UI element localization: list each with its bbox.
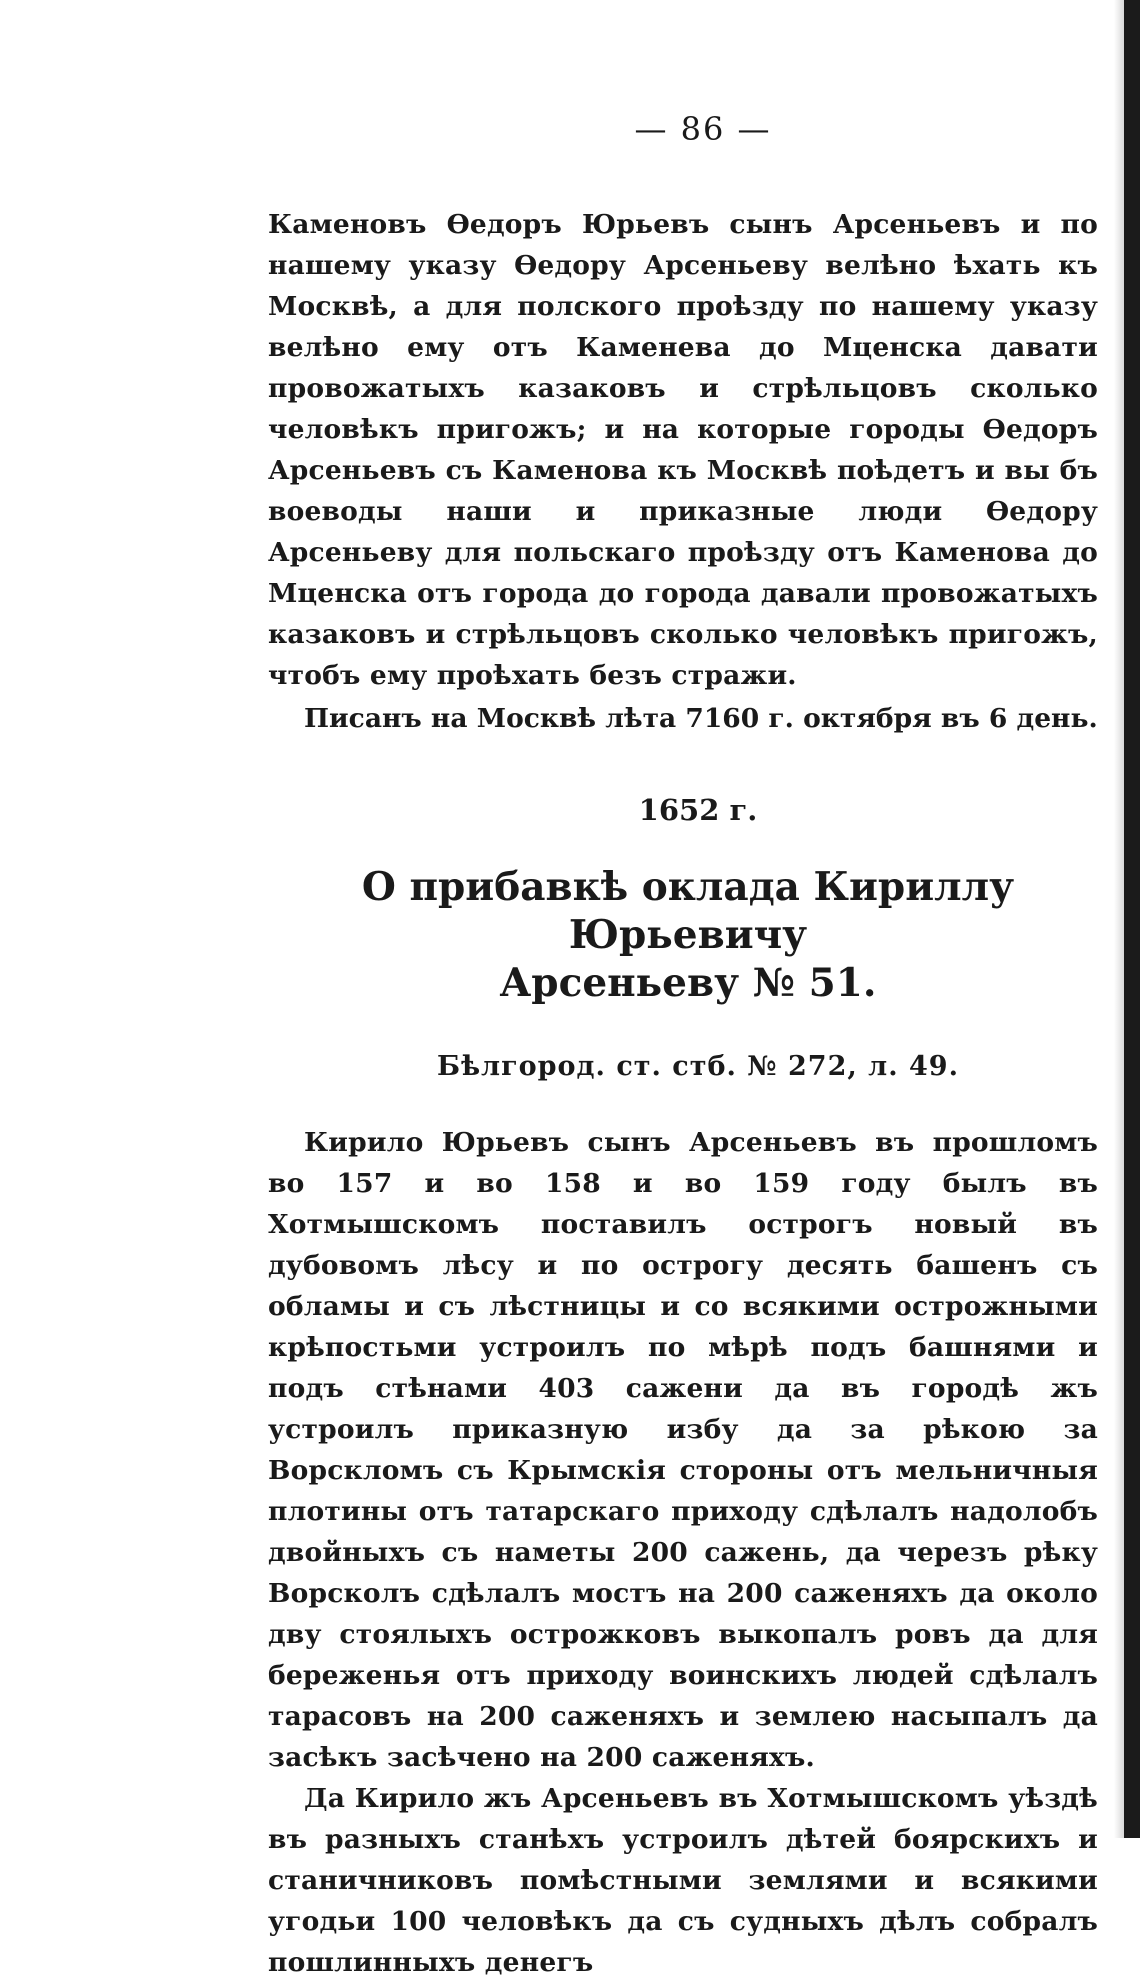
paragraph-2 [268, 1778, 1098, 1983]
archive-reference: Бѣлгород. ст. стб. № 272, л. 49. [437, 1051, 959, 1082]
page-number: — 86 — [634, 110, 772, 148]
book-spine-shadow [1114, 0, 1124, 1838]
document-signoff: Писанъ на Москвѣ лѣта 7160 г. октября въ 6 день. [304, 703, 1098, 734]
book-spine-edge [1124, 0, 1140, 1838]
document-year: 1652 г. [638, 793, 758, 827]
heading-line-2: Арсеньеву № 51. [499, 960, 877, 1006]
paragraph-1 [268, 1122, 1098, 1778]
paragraph-continued: Каменовъ Өедоръ Юрьевъ сынъ Арсеньевъ и по нашему указу Өедору Арсеньеву велѣно ѣхать къ Москвѣ, а для полского проѣзду по нашему указу велѣно ему отъ Каменева до Мценска давати провожатыхъ казаковъ и стрѣльцовъ сколько человѣкъ пригожъ; и на которые городы Өедоръ Арсеньевъ съ Каменова къ Москвѣ поѣдетъ и вы бъ воеводы наши и приказные люди Өедору Арсеньеву для польскаго проѣзду отъ Каменова до Мценска отъ города до города давали провожатыхъ казаковъ и стрѣльцовъ сколько человѣкъ пригожъ, чтобъ ему проѣхать безъ стражи. [268, 209, 1098, 691]
paragraph-2-text: Да Кирило жъ Арсеньевъ въ Хотмышскомъ уѣздѣ въ разныхъ станѣхъ устроилъ дѣтей боярскихъ и станичниковъ помѣстными землями и всякими угодьи 100 человѣкъ да съ судныхъ дѣлъ собралъ пошлинныхъ денегъ [268, 1783, 1098, 1978]
heading-line-1: О прибавкѣ оклада Кириллу Юрьевичу [361, 864, 1015, 958]
document-page [268, 110, 1098, 1983]
paragraph-1-text: Кирило Юрьевъ сынъ Арсеньевъ въ прошломъ во 157 и во 158 и во 159 году былъ въ Хотмышскомъ поставилъ острогъ новый въ дубовомъ лѣсу и по острогу десять башенъ съ обламы и съ лѣстницы и со всякими острожными крѣпостьми устроилъ по мѣрѣ подъ башнями и подъ стѣнами 403 сажени да въ городѣ жъ устроилъ приказную избу да за рѣкою за Ворскломъ съ Крымскія стороны отъ мельничныя плотины отъ татарскаго приходу сдѣлалъ надолобъ двойныхъ съ наметы 200 сажень, да черезъ рѣку Ворсколъ сдѣлалъ мостъ на 200 саженяхъ да около дву стоялыхъ острожковъ выкопалъ ровъ да для береженья отъ приходу воинскихъ людей сдѣлалъ тарасовъ на 200 саженяхъ и землею насыпалъ да засѣкъ засѣчено на 200 саженяхъ. [268, 1127, 1098, 1773]
document-heading [278, 863, 1098, 1007]
